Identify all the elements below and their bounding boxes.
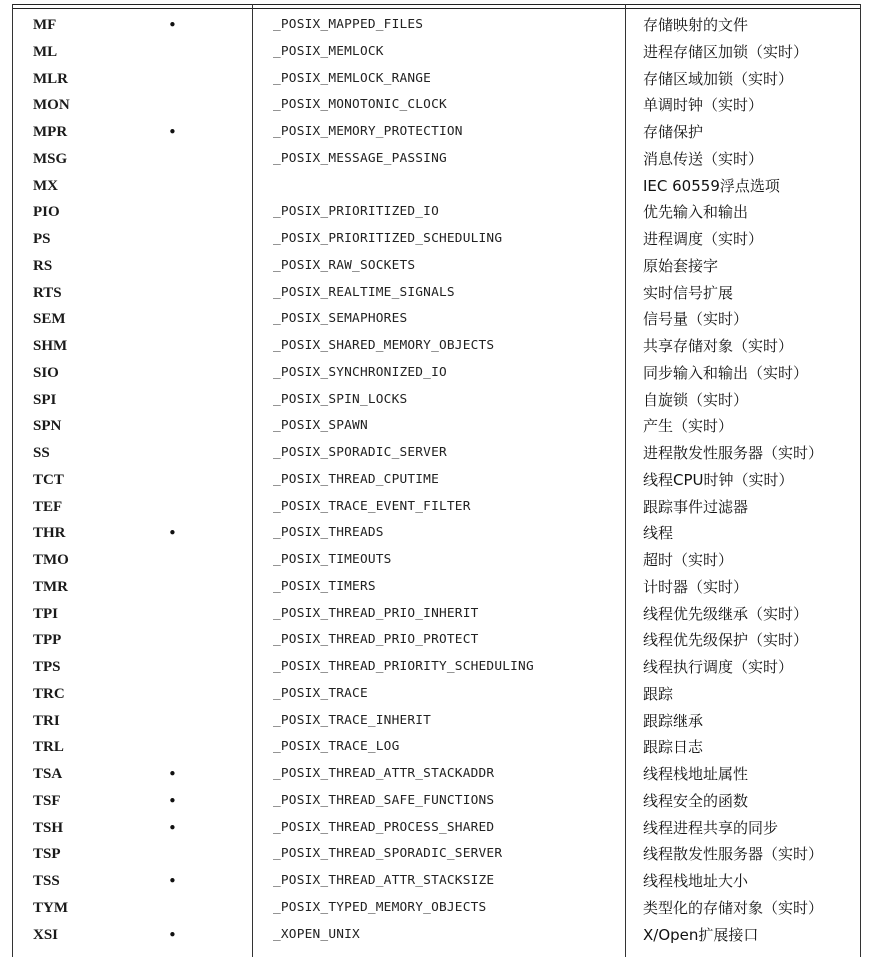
- table-row: [13, 815, 873, 842]
- required-marker: [168, 574, 253, 601]
- option-symbol: _POSIX_THREAD_CPUTIME: [273, 471, 439, 487]
- option-description: 存储保护: [643, 123, 704, 141]
- option-code: SEM: [33, 311, 66, 328]
- option-symbol: _POSIX_RAW_SOCKETS: [273, 257, 416, 273]
- table-row: [13, 654, 873, 681]
- option-code: SPI: [33, 391, 57, 408]
- option-symbol: _POSIX_MONOTONIC_CLOCK: [273, 97, 447, 113]
- option-description: 线程优先级继承（实时）: [643, 604, 809, 623]
- table-row: [13, 306, 873, 333]
- option-code: TSF: [33, 792, 61, 809]
- option-code: TRC: [33, 685, 65, 702]
- option-symbol: _POSIX_THREAD_PRIORITY_SCHEDULING: [273, 659, 534, 674]
- option-code: MLR: [33, 70, 68, 87]
- option-symbol: _POSIX_MEMORY_PROTECTION: [273, 124, 463, 139]
- table-row: [13, 146, 873, 173]
- option-code: SPN: [33, 418, 62, 435]
- table-row: [13, 173, 873, 200]
- option-code: TMO: [33, 552, 69, 568]
- table-row: [13, 39, 873, 66]
- option-symbol: _POSIX_MEMLOCK_RANGE: [273, 70, 432, 86]
- option-description: 产生（实时）: [643, 417, 734, 436]
- option-symbol: _POSIX_PRIORITIZED_IO: [273, 204, 439, 220]
- option-symbol: _POSIX_SPAWN: [273, 418, 368, 434]
- option-description: 线程优先级保护（实时）: [643, 631, 809, 650]
- required-marker: [168, 734, 253, 761]
- option-description: 超时（实时）: [643, 551, 734, 569]
- required-marker: [168, 440, 253, 467]
- required-marker: [168, 387, 253, 414]
- option-symbol: _POSIX_SYNCHRONIZED_IO: [273, 364, 447, 380]
- top-rule-inner: [12, 8, 861, 9]
- option-description: 存储映射的文件: [643, 16, 749, 34]
- option-code: TPP: [33, 632, 62, 649]
- option-description: 进程调度（实时）: [643, 230, 764, 248]
- option-description: 进程存储区加锁（实时）: [643, 42, 809, 61]
- option-description: 线程栈地址属性: [643, 765, 749, 783]
- option-code: MSG: [33, 150, 68, 167]
- table-row: [13, 66, 873, 93]
- option-code: TYM: [33, 899, 68, 916]
- required-marker: [168, 601, 253, 628]
- required-marker: [168, 708, 253, 735]
- table-row: [13, 119, 873, 146]
- option-description: 线程安全的函数: [643, 791, 749, 810]
- option-description: 信号量（实时）: [643, 310, 749, 329]
- required-marker: [168, 547, 253, 574]
- required-marker: •: [168, 818, 177, 837]
- option-symbol: _XOPEN_UNIX: [273, 926, 360, 942]
- option-description: 实时信号扩展: [643, 283, 734, 302]
- table-row: [13, 734, 873, 761]
- option-symbol: _POSIX_SPIN_LOCKS: [273, 391, 408, 407]
- option-description: 线程执行调度（实时）: [643, 658, 794, 676]
- required-marker: [168, 199, 253, 226]
- option-code: TEF: [33, 498, 63, 515]
- option-symbol: _POSIX_THREADS: [273, 525, 384, 541]
- option-symbol: _POSIX_MESSAGE_PASSING: [273, 150, 447, 166]
- option-symbol: [253, 173, 625, 200]
- option-code: TMR: [33, 578, 68, 595]
- table-row: [13, 12, 873, 39]
- option-code: TSP: [33, 846, 61, 863]
- option-symbol: _POSIX_THREAD_ATTR_STACKSIZE: [273, 873, 495, 888]
- required-marker: •: [168, 765, 177, 783]
- required-marker: •: [168, 872, 177, 890]
- table-row: [13, 547, 873, 574]
- option-symbol: _POSIX_REALTIME_SIGNALS: [273, 284, 455, 300]
- option-description: 跟踪日志: [643, 738, 704, 757]
- option-description: 原始套接字: [643, 256, 719, 275]
- table-row: [13, 681, 873, 708]
- option-symbol: _POSIX_TRACE: [273, 685, 368, 701]
- option-code: TRL: [33, 739, 64, 756]
- option-description: 跟踪事件过滤器: [643, 497, 749, 516]
- top-rule: [12, 4, 861, 5]
- option-code: TSH: [33, 819, 64, 836]
- table-row: [13, 253, 873, 280]
- required-marker: [168, 39, 253, 66]
- option-code: MF: [33, 17, 57, 33]
- option-description: X/Open扩展接口: [643, 925, 759, 944]
- option-code: SHM: [33, 338, 68, 354]
- option-symbol: _POSIX_THREAD_ATTR_STACKADDR: [273, 766, 495, 781]
- required-marker: •: [168, 16, 177, 34]
- table-row: [13, 494, 873, 521]
- option-description: 线程栈地址大小: [643, 872, 749, 890]
- option-code: XSI: [33, 926, 59, 943]
- option-code: TPI: [33, 605, 59, 622]
- required-marker: •: [168, 524, 177, 543]
- option-symbol: _POSIX_MAPPED_FILES: [273, 17, 424, 32]
- option-description: 线程: [643, 524, 674, 543]
- option-symbol: _POSIX_SEMAPHORES: [273, 311, 408, 327]
- option-description: 单调时钟（实时）: [643, 96, 764, 115]
- option-symbol: _POSIX_THREAD_SAFE_FUNCTIONS: [273, 792, 495, 808]
- option-description: 自旋锁（实时）: [643, 390, 749, 409]
- option-symbol: _POSIX_THREAD_PROCESS_SHARED: [273, 819, 495, 835]
- table-row: [13, 387, 873, 414]
- option-code: TSS: [33, 873, 60, 889]
- option-code: RS: [33, 257, 53, 274]
- option-symbol: _POSIX_TRACE_LOG: [273, 739, 400, 755]
- table-row: [13, 467, 873, 494]
- required-marker: [168, 681, 253, 708]
- table-row: [13, 92, 873, 119]
- option-symbol: _POSIX_TRACE_INHERIT: [273, 712, 432, 728]
- option-description: 跟踪继承: [643, 711, 704, 730]
- option-description: 同步输入和输出（实时）: [643, 363, 809, 382]
- option-description: 线程进程共享的同步: [643, 818, 779, 837]
- option-code: RTS: [33, 284, 62, 301]
- option-code: MX: [33, 177, 58, 194]
- table-row: [13, 199, 873, 226]
- required-marker: [168, 360, 253, 387]
- required-marker: •: [168, 123, 177, 141]
- table-row: [13, 413, 873, 440]
- table-row: [13, 868, 873, 895]
- table-row: [13, 601, 873, 628]
- required-marker: [168, 654, 253, 681]
- table-row: [13, 360, 873, 387]
- option-code: MON: [33, 97, 70, 114]
- option-description: 计时器（实时）: [643, 577, 749, 596]
- option-description: IEC 60559浮点选项: [643, 176, 780, 195]
- table-row: [13, 440, 873, 467]
- option-description: 消息传送（实时）: [643, 149, 764, 168]
- option-symbol: _POSIX_THREAD_PRIO_INHERIT: [273, 605, 479, 621]
- option-symbol: _POSIX_TIMEOUTS: [273, 552, 392, 567]
- required-marker: [168, 173, 253, 200]
- table-row: [13, 574, 873, 601]
- option-description: 线程CPU时钟（实时）: [643, 470, 794, 489]
- table-row: [13, 761, 873, 788]
- required-marker: [168, 333, 253, 360]
- option-symbol: _POSIX_PRIORITIZED_SCHEDULING: [273, 231, 503, 246]
- option-symbol: _POSIX_MEMLOCK: [273, 43, 384, 59]
- option-code: TPS: [33, 659, 61, 675]
- option-code: SS: [33, 445, 50, 461]
- required-marker: [168, 895, 253, 922]
- option-code: TRI: [33, 712, 60, 729]
- required-marker: [168, 280, 253, 307]
- required-marker: •: [168, 791, 177, 810]
- required-marker: [168, 306, 253, 333]
- required-marker: [168, 92, 253, 119]
- option-code: PS: [33, 231, 51, 247]
- option-symbol: _POSIX_TRACE_EVENT_FILTER: [273, 498, 471, 514]
- table-row: [13, 922, 873, 949]
- required-marker: [168, 253, 253, 280]
- table-row: [13, 333, 873, 360]
- option-description: 跟踪: [643, 684, 674, 703]
- required-marker: [168, 226, 253, 253]
- option-description: 类型化的存储对象（实时）: [643, 898, 824, 917]
- required-marker: [168, 841, 253, 868]
- option-description: 进程散发性服务器（实时）: [643, 444, 824, 462]
- table-row: [13, 788, 873, 815]
- posix-options-table: [13, 12, 873, 948]
- option-code: SIO: [33, 364, 59, 381]
- option-symbol: _POSIX_TYPED_MEMORY_OBJECTS: [273, 899, 487, 915]
- option-description: 共享存储对象（实时）: [643, 337, 794, 355]
- option-symbol: _POSIX_THREAD_PRIO_PROTECT: [273, 632, 479, 648]
- table-row: [13, 627, 873, 654]
- option-code: THR: [33, 525, 66, 542]
- required-marker: [168, 467, 253, 494]
- option-code: ML: [33, 43, 58, 60]
- required-marker: [168, 494, 253, 521]
- required-marker: •: [168, 925, 177, 944]
- table-row: [13, 226, 873, 253]
- option-description: 线程散发性服务器（实时）: [643, 845, 824, 864]
- option-symbol: _POSIX_SHARED_MEMORY_OBJECTS: [273, 338, 495, 353]
- option-code: TSA: [33, 766, 63, 782]
- table-row: [13, 520, 873, 547]
- table-row: [13, 895, 873, 922]
- option-code: TCT: [33, 471, 64, 488]
- option-symbol: _POSIX_SPORADIC_SERVER: [273, 445, 447, 460]
- table-row: [13, 841, 873, 868]
- option-description: 存储区域加锁（实时）: [643, 69, 794, 88]
- table-row: [13, 708, 873, 735]
- required-marker: [168, 627, 253, 654]
- option-description: 优先输入和输出: [643, 203, 749, 222]
- required-marker: [168, 146, 253, 173]
- table-row: [13, 280, 873, 307]
- option-code: PIO: [33, 204, 60, 221]
- option-symbol: _POSIX_THREAD_SPORADIC_SERVER: [273, 846, 503, 862]
- option-code: MPR: [33, 124, 68, 140]
- required-marker: [168, 66, 253, 93]
- required-marker: [168, 413, 253, 440]
- table-body: [13, 12, 873, 948]
- option-symbol: _POSIX_TIMERS: [273, 578, 376, 594]
